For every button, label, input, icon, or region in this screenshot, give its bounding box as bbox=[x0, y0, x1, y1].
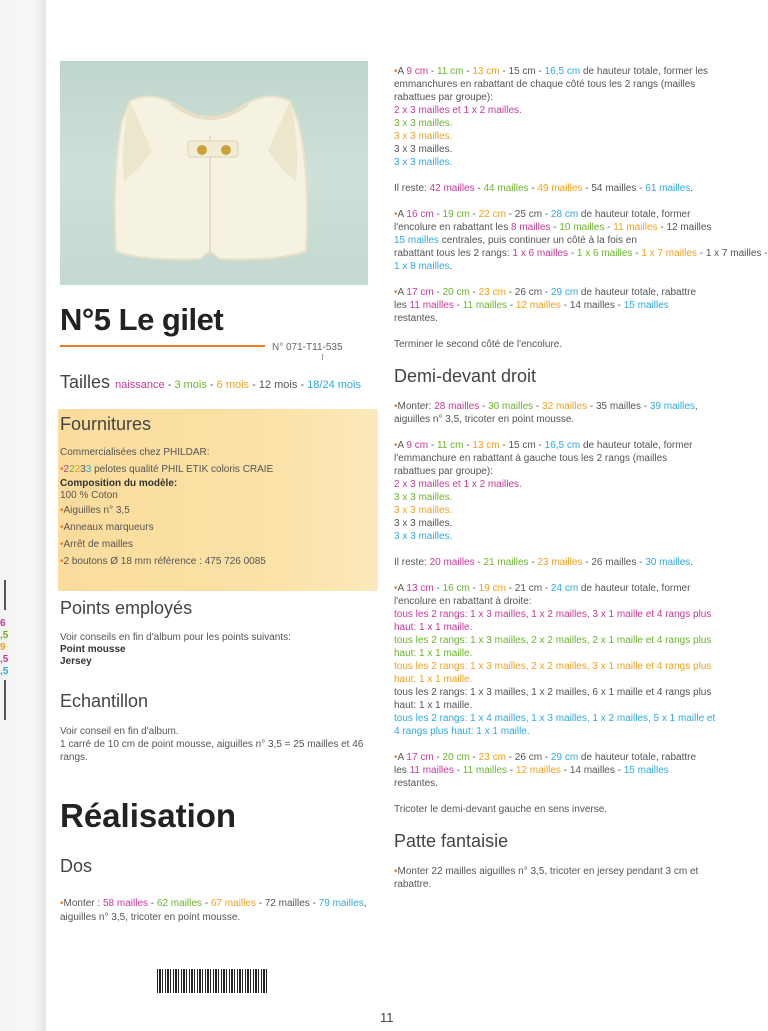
right-front-bind-off: •A 17 cm - 20 cm - 23 cm - 26 cm - 29 cm de hauteur totale, rabattre les 11 mailles - 11 mailles - 12 mailles - 14 mailles - 15 mailles restantes. bbox=[394, 752, 697, 789]
back-heading: Dos bbox=[60, 856, 93, 876]
left-page-edge bbox=[0, 0, 46, 1031]
sizes-line: Tailles naissance - 3 mois - 6 mois - 12 mois - 18/24 mois bbox=[60, 372, 361, 392]
bind-off-instruction: •A 17 cm - 20 cm - 23 cm - 26 cm - 29 cm de hauteur totale, rabattre les 11 mailles - 11 mailles - 12 mailles - 14 mailles - 15 mailles restantes. bbox=[394, 287, 697, 324]
title-underline bbox=[60, 345, 265, 347]
vest-photo bbox=[60, 61, 368, 285]
right-front-heading: Demi-devant droit bbox=[394, 366, 537, 386]
supplies-list bbox=[60, 444, 375, 570]
page-number: 11 bbox=[380, 1010, 394, 1025]
yarn-line: •22233 pelotes qualité PHIL ETIK coloris CRAIE bbox=[60, 464, 274, 475]
gauge-section bbox=[60, 725, 385, 764]
supplies-heading: Fournitures bbox=[60, 414, 152, 434]
stitch-name: Jersey bbox=[60, 656, 92, 667]
size-value: 6 mois bbox=[216, 379, 250, 391]
realisation-title: Réalisation bbox=[60, 797, 237, 834]
back-instructions: •Monter : 58 mailles - 62 mailles - 67 mailles - 72 mailles - 79 mailles, aiguilles n° 3,5, tricoter en point mousse. bbox=[60, 898, 367, 923]
tab-instruction: •Monter 22 mailles aiguilles n° 3,5, tricoter en jersey pendant 3 cm et rabattre. bbox=[394, 866, 699, 890]
margin-mark: 6 bbox=[0, 618, 6, 629]
armhole-instruction: •A 9 cm - 11 cm - 13 cm - 15 cm - 16,5 cm de hauteur totale, former les emmanchures en rabattant de chaque côté tous les 2 rangs (mailles rabattues par groupe): 2 x 3 mailles et 1 x 2 mailles. 3 x 3 mailles. 3 x 3 mailles. 3 x 3 mailles. 3 x 3 mailles. bbox=[394, 66, 709, 168]
size-value: naissance bbox=[115, 379, 165, 391]
right-front-remaining: Il reste: 20 mailles - 21 mailles - 23 mailles - 26 mailles - 30 mailles. bbox=[394, 557, 694, 568]
finish-neckline: Terminer le second côté de l'encolure. bbox=[394, 339, 563, 350]
size-value: 3 mois bbox=[174, 379, 207, 391]
gauge-line: rangs. bbox=[60, 752, 88, 763]
page-title: N°5 Le gilet bbox=[60, 302, 224, 337]
vest-illustration bbox=[60, 61, 368, 285]
composition-label: Composition du modèle: bbox=[60, 478, 178, 489]
gauge-line: 1 carré de 10 cm de point mousse, aiguilles n° 3,5 = 25 mailles et 46 bbox=[60, 739, 364, 750]
margin-mark: ,5 bbox=[0, 666, 9, 677]
margin-line bbox=[4, 680, 6, 720]
neckline-instruction: •A 16 cm - 19 cm - 22 cm - 25 cm - 28 cm de hauteur totale, former l'encolure en rabattant les 8 mailles - 10 mailles - 11 mailles - 12 mailles 15 mailles centrales, puis continuer un côté à la fois en rabattant tous les 2 rangs: 1 x 6 mailles - 1 x 6 mailles - 1 x 7 mailles - 1 x 7 mailles - 1 x 8 mailles. bbox=[394, 209, 768, 272]
right-front-cast-on: •Monter: 28 mailles - 30 mailles - 32 mailles - 35 mailles - 39 mailles, aiguilles n° 3,5, tricoter en point mousse. bbox=[394, 401, 698, 425]
composition-value: 100 % Coton bbox=[60, 490, 118, 501]
sizes-label: Tailles bbox=[60, 372, 111, 392]
left-front-note: Tricoter le demi-devant gauche en sens inverse. bbox=[394, 804, 608, 815]
margin-mark: 9 bbox=[0, 642, 6, 653]
supply-item: •2 boutons Ø 18 mm référence : 475 726 0085 bbox=[60, 556, 266, 567]
right-front-armhole: •A 9 cm - 11 cm - 13 cm - 15 cm - 16,5 cm de hauteur totale, former l'emmanchure en rabattant à gauche tous les 2 rangs (mailles rabattues par groupe): 2 x 3 mailles et 1 x 2 mailles. 3 x 3 mailles. 3 x 3 mailles. 3 x 3 mailles. 3 x 3 mailles. bbox=[394, 440, 693, 542]
right-front-neckline: •A 13 cm - 16 cm - 19 cm - 21 cm - 24 cm de hauteur totale, former l'encolure en rabattant à droite: tous les 2 rangs: 1 x 3 mailles, 1 x 2 mailles, 3 x 1 maille et 4 rangs plus haut: 1 x 1 maille. tous les 2 rangs: 1 x 3 mailles, 2 x 2 mailles, 2 x 1 maille et 4 rangs plus haut: 1 x 1 maille. tous les 2 rangs: 1 x 3 mailles, 2 x 2 mailles, 3 x 1 maille et 4 rangs plus haut: 1 x 1 maille. tous les 2 rangs: 1 x 3 mailles, 1 x 2 mailles, 6 x 1 maille et 4 rangs plus haut: 1 x 1 maille. tous les 2 rangs: 1 x 4 mailles, 1 x 3 mailles, 1 x 2 mailles, 5 x 1 maille et 4 rangs plus haut: 1 x 1 maille. bbox=[394, 583, 716, 737]
supply-item: •Arrêt de mailles bbox=[60, 539, 133, 550]
button-icon bbox=[197, 145, 207, 155]
pattern-reference: N° 071-T11-535 bbox=[272, 342, 343, 353]
right-column bbox=[394, 65, 768, 891]
stitches-heading: Points employés bbox=[60, 598, 193, 618]
tick-mark bbox=[322, 354, 323, 360]
barcode bbox=[157, 969, 267, 993]
stitches-section bbox=[60, 632, 291, 668]
size-value: 18/24 mois bbox=[307, 379, 361, 391]
remaining-stitches: Il reste: 42 mailles - 44 mailles - 49 mailles - 54 mailles - 61 mailles. bbox=[394, 183, 694, 194]
stitches-intro: Voir conseils en fin d'album pour les points suivants: bbox=[60, 632, 291, 643]
size-value: 12 mois bbox=[258, 379, 298, 391]
margin-line bbox=[4, 580, 6, 610]
button-icon bbox=[221, 145, 231, 155]
margin-mark: ,5 bbox=[0, 654, 9, 665]
sold-at: Commercialisées chez PHILDAR: bbox=[60, 447, 210, 458]
margin-mark: ,5 bbox=[0, 630, 9, 641]
stitch-name: Point mousse bbox=[60, 644, 126, 655]
gauge-heading: Echantillon bbox=[60, 691, 149, 711]
supply-item: •Anneaux marqueurs bbox=[60, 522, 154, 533]
supply-item: •Aiguilles n° 3,5 bbox=[60, 505, 130, 516]
tab-heading: Patte fantaisie bbox=[394, 831, 509, 851]
gauge-line: Voir conseil en fin d'album. bbox=[60, 726, 179, 737]
